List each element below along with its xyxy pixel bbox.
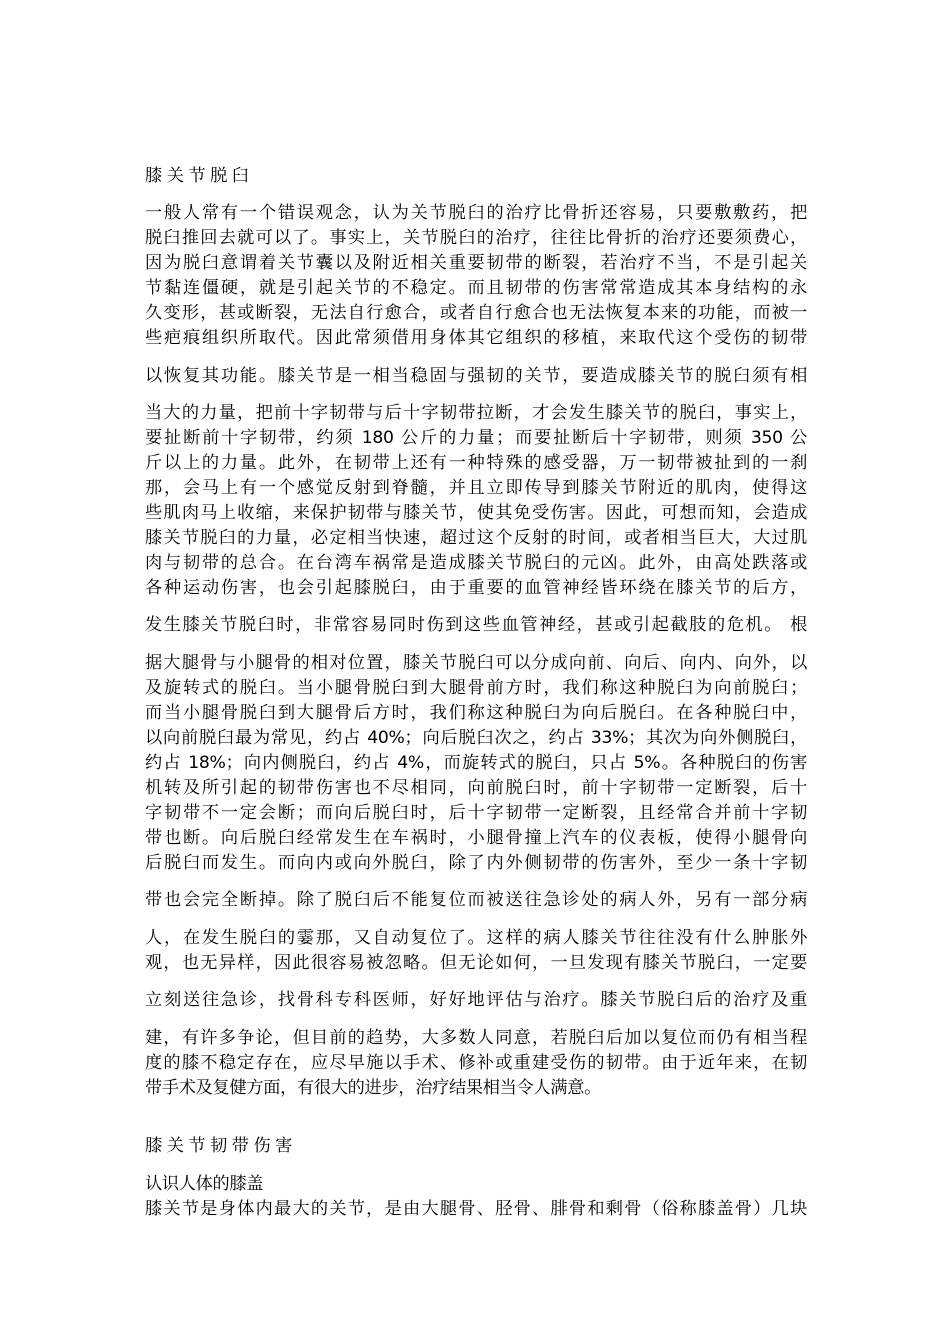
paragraph-line: 约占 18%；向内侧脱臼，约占 4%，而旋转式的脱臼，只占 5%。各种脱臼的伤害 [145,753,807,773]
section-title: 膝关节脱臼 [145,166,254,186]
paragraph-line: 因为脱臼意谓着关节囊以及附近相关重要韧带的断裂，若治疗不当，不是引起关 [145,253,807,273]
paragraph-line: 些疤痕组织所取代。因此常须借用身体其它组织的移植，来取代这个受伤的韧带 [145,328,807,348]
paragraph-line: 带也断。向后脱臼经常发生在车祸时，小腿骨撞上汽车的仪表板，使得小腿骨向 [145,828,807,848]
paragraph-line: 脱臼推回去就可以了。事实上，关节脱臼的治疗，往往比骨折的治疗还要须费心， [145,228,807,248]
paragraph-line: 一般人常有一个错误观念，认为关节脱臼的治疗比骨折还容易，只要敷敷药，把 [145,203,807,223]
paragraph-line: 发生膝关节脱臼时，非常容易同时伤到这些血管神经，甚或引起截肢的危机。 根 [145,615,807,635]
paragraph-line: 而当小腿骨脱臼到大腿骨后方时，我们称这种脱臼为向后脱臼。在各种脱臼中， [145,703,807,723]
paragraph-line: 观，也无异样，因此很容易被忽略。但无论如何，一旦发现有膝关节脱臼，一定要 [145,953,807,973]
paragraph-line: 后脱臼而发生。而向内或向外脱臼，除了内外侧韧带的伤害外，至少一条十字韧 [145,853,807,873]
paragraph-line: 立刻送往急诊，找骨科专科医师，好好地评估与治疗。膝关节脱臼后的治疗及重 [145,990,807,1010]
paragraph-line: 带手术及复健方面，有很大的进步，治疗结果相当令人满意。 [145,1078,601,1098]
paragraph-line: 机转及所引起的韧带伤害也不尽相同，向前脱臼时，前十字韧带一定断裂，后十 [145,778,807,798]
paragraph-line: 斤以上的力量。此外，在韧带上还有一种特殊的感受器，万一韧带被扯到的一刹 [145,453,807,473]
paragraph-line: 些肌肉马上收缩，来保护韧带与膝关节，使其免受伤害。因此，可想而知，会造成 [145,503,807,523]
paragraph-line: 久变形，甚或断裂，无法自行愈合，或者自行愈合也无法恢复本来的功能，而被一 [145,303,807,323]
paragraph-line: 建，有许多争论，但目前的趋势，大多数人同意，若脱臼后加以复位而仍有相当程 [145,1028,807,1048]
paragraph-line: 及旋转式的脱臼。当小腿骨脱臼到大腿骨前方时，我们称这种脱臼为向前脱臼； [145,678,807,698]
paragraph-line: 当大的力量，把前十字韧带与后十字韧带拉断，才会发生膝关节的脱臼，事实上， [145,403,807,423]
paragraph-line: 以恢复其功能。膝关节是一相当稳固与强韧的关节，要造成膝关节的脱臼须有相 [145,366,807,386]
paragraph-line: 以向前脱臼最为常见，约占 40%；向后脱臼次之，约占 33%；其次为向外侧脱臼， [145,728,807,748]
section-title: 膝关节韧带伤害 [145,1136,297,1156]
paragraph-line: 据大腿骨与小腿骨的相对位置，膝关节脱臼可以分成向前、向后、向内、向外，以 [145,653,807,673]
paragraph-line: 那，会马上有一个感觉反射到脊髓，并且立即传导到膝关节附近的肌肉，使得这 [145,478,807,498]
paragraph-line: 字韧带不一定会断；而向后脱臼时，后十字韧带一定断裂，且经常合并前十字韧 [145,803,807,823]
paragraph-line: 人，在发生脱臼的霎那，又自动复位了。这样的病人膝关节往往没有什么肿胀外 [145,928,807,948]
paragraph-line: 膝关节是身体内最大的关节，是由大腿骨、胫骨、腓骨和剩骨（俗称膝盖骨）几块 [145,1199,807,1219]
paragraph-line: 度的膝不稳定存在，应尽早施以手术、修补或重建受伤的韧带。由于近年来，在韧 [145,1053,807,1073]
paragraph-line: 节黏连僵硬，就是引起关节的不稳定。而且韧带的伤害常常造成其本身结构的永 [145,278,807,298]
paragraph-line: 各种运动伤害，也会引起膝脱臼，由于重要的血管神经皆环绕在膝关节的后方， [145,578,807,598]
paragraph-line: 带也会完全断掉。除了脱臼后不能复位而被送往急诊处的病人外，另有一部分病 [145,890,807,910]
paragraph-line: 要扯断前十字韧带，约须 180 公斤的力量；而要扯断后十字韧带，则须 350 公 [145,428,807,448]
paragraph-line: 肉与韧带的总合。在台湾车祸常是造成膝关节脱臼的元凶。此外，由高处跌落或 [145,553,807,573]
section-subtitle: 认识人体的膝盖 [145,1174,264,1194]
paragraph-line: 膝关节脱臼的力量，必定相当快速，超过这个反射的时间，或者相当巨大，大过肌 [145,528,807,548]
